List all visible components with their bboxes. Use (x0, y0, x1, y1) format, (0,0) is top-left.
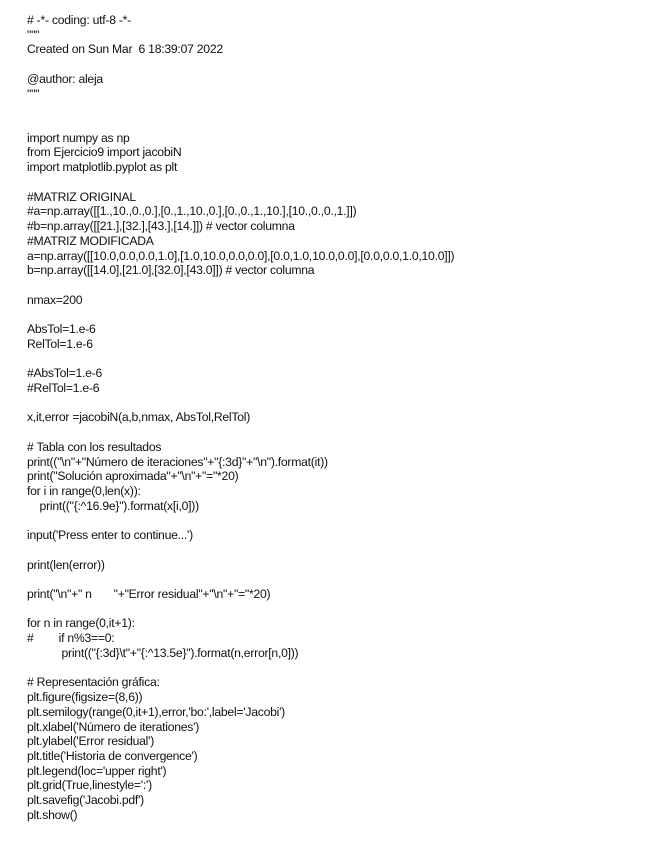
code-line: #a=np.array([[1.,10.,0.,0.],[0.,1.,10.,0.],[0.,0.,1.,10.],[10.,0.,0.,1.]]) (27, 204, 357, 219)
code-line (27, 352, 647, 367)
code-line: print(len(error)) (27, 557, 105, 572)
code-line: plt.semilogy(range(0,it+1),error,'bo:',label='Jacobi') (27, 704, 285, 719)
code-line (27, 572, 647, 587)
code-line (27, 602, 647, 617)
code-line: nmax=200 (27, 292, 83, 307)
code-line (27, 278, 647, 293)
code-line: plt.xlabel('Número de iterationes') (27, 719, 200, 734)
code-line: plt.title('Historia de convergence') (27, 748, 198, 763)
code-line: # Representación gráfica: (27, 675, 160, 690)
code-line: from Ejercicio9 import jacobiN (27, 145, 182, 160)
code-line (27, 101, 647, 116)
code-line: """ (27, 27, 40, 42)
code-line (27, 543, 647, 558)
code-line: plt.savefig('Jacobi.pdf') (27, 793, 144, 808)
code-line: import numpy as np (27, 130, 130, 145)
code-line: plt.figure(figsize=(8,6)) (27, 690, 143, 705)
code-line: #AbsTol=1.e-6 (27, 366, 103, 381)
code-line (27, 425, 647, 440)
code-line (27, 116, 647, 131)
code-line: x,it,error =jacobiN(a,b,nmax, AbsTol,RelTol) (27, 410, 251, 425)
code-line: print("\n"+" n "+"Error residual"+"\n"+"="*20) (27, 587, 271, 602)
code-line: plt.ylabel('Error residual') (27, 734, 155, 749)
code-line: plt.show() (27, 807, 78, 822)
code-line: @author: aleja (27, 71, 103, 86)
code-line: print(("\n"+"Número de iteraciones"+"{:3d}"+"\n").format(it)) (27, 454, 328, 469)
code-line (27, 661, 647, 676)
code-line: print(("{:^16.9e}").format(x[i,0])) (27, 498, 199, 513)
code-line (27, 513, 647, 528)
code-line: # if n%3==0: (27, 631, 115, 646)
code-line (27, 307, 647, 322)
code-line: # -*- coding: utf-8 -*- (27, 13, 131, 27)
code-line (27, 175, 647, 190)
code-line: input('Press enter to continue...') (27, 528, 193, 543)
code-line: #b=np.array([[21.],[32.],[43.],[14.]]) # vector columna (27, 219, 295, 234)
code-line: # Tabla con los resultados (27, 439, 162, 454)
code-line: Created on Sun Mar 6 18:39:07 2022 (27, 42, 223, 57)
code-line: import matplotlib.pyplot as plt (27, 160, 178, 175)
code-line: b=np.array([[14.0],[21.0],[32.0],[43.0]]) # vector columna (27, 263, 315, 278)
code-line: """ (27, 86, 40, 101)
code-line: for n in range(0,it+1): (27, 616, 135, 631)
code-line: plt.grid(True,linestyle=':') (27, 778, 152, 793)
code-line: print(("{:3d}\t"+"{:^13.5e}").format(n,error[n,0])) (27, 645, 299, 660)
code-line: RelTol=1.e-6 (27, 336, 93, 351)
code-line: #RelTol=1.e-6 (27, 380, 100, 395)
code-line: #MATRIZ ORIGINAL (27, 189, 136, 204)
code-line: plt.legend(loc='upper right') (27, 763, 167, 778)
code-line: print("Solución aproximada"+"\n"+"="*20) (27, 469, 239, 484)
code-line: a=np.array([[10.0,0.0,0.0,1.0],[1.0,10.0,0.0,0.0],[0.0,1.0,10.0,0.0],[0.0,0.0,1.0,10.0]]) (27, 248, 455, 263)
code-line: for i in range(0,len(x)): (27, 484, 141, 498)
code-line (27, 396, 647, 411)
code-line: AbsTol=1.e-6 (27, 322, 96, 337)
code-listing (27, 13, 647, 823)
code-line: #MATRIZ MODIFICADA (27, 233, 154, 248)
code-line (27, 57, 647, 72)
